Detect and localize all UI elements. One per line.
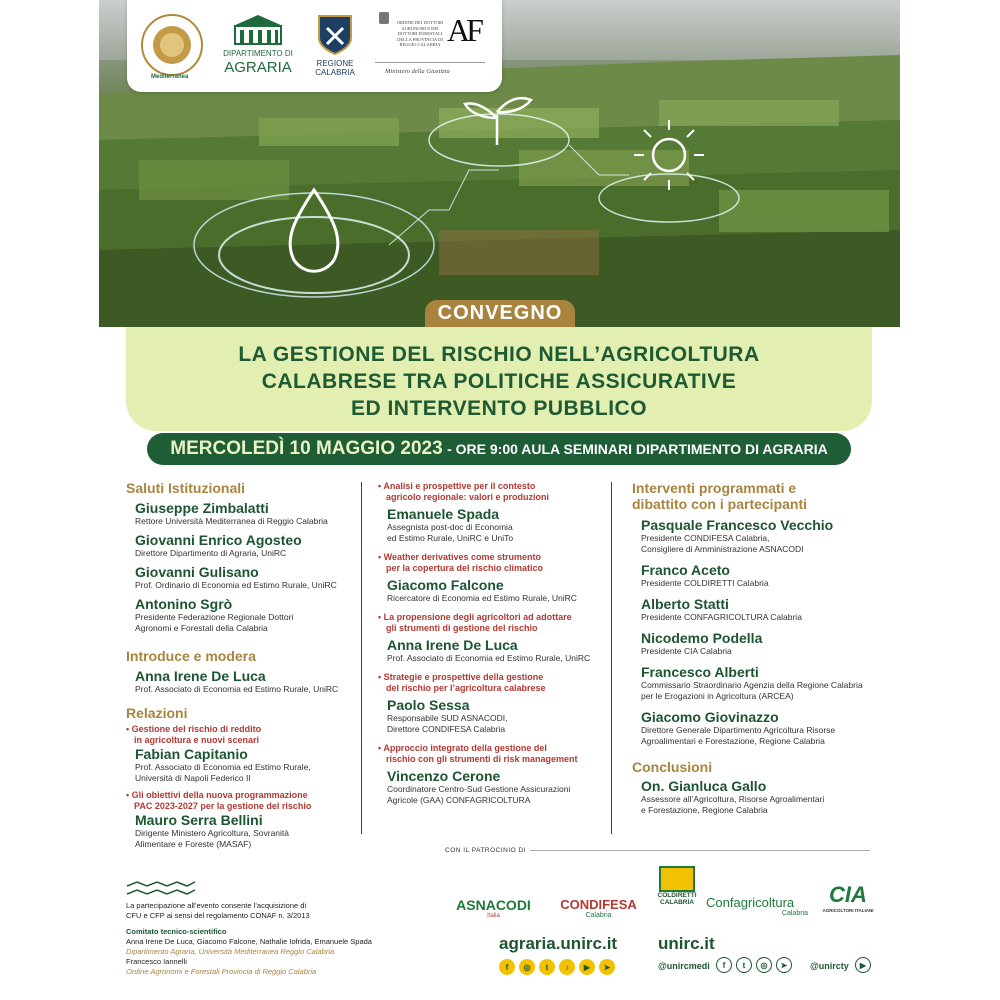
tiktok-icon[interactable]: ♪ — [559, 959, 575, 975]
speaker-role: Direttore CONDIFESA Calabria — [387, 724, 506, 734]
speaker-role: Direttore Generale Dipartimento Agricoltura Risorse — [641, 725, 836, 735]
twitter-icon[interactable]: t — [539, 959, 555, 975]
dept-logo-bottom: AGRARIA — [224, 59, 292, 76]
talk-topic: • Approccio integrato della gestione del — [378, 743, 547, 753]
speaker-role: Rettore Università Mediterranea di Reggio Calabria — [135, 516, 328, 526]
talk-topic: • Gestione del rischio di reddito — [126, 724, 262, 734]
youtube-icon[interactable]: ▶ — [855, 957, 871, 973]
url-unirc[interactable]: unirc.it — [658, 934, 715, 953]
date-bar — [147, 433, 851, 465]
twitter-icon[interactable]: t — [736, 957, 752, 973]
dept-logo-top: DIPARTIMENTO DI — [223, 49, 293, 58]
sponsor-asnacodi — [446, 897, 541, 919]
speaker-role: Presidente Federazione Regionale Dottori — [135, 612, 294, 622]
speaker-role: Prof. Associato di Economia ed Estimo Rurale, — [135, 762, 311, 772]
speaker-name: Alberto Statti — [641, 596, 729, 612]
speaker-role: Dirigente Ministero Agricoltura, Sovranità — [135, 828, 290, 838]
sponsor-sub: CALABRIA — [660, 899, 694, 906]
speaker-role: e Forestazione, Regione Calabria — [641, 805, 768, 815]
credits-line: La partecipazione all’evento consente l’acquisizione di — [126, 901, 307, 910]
sponsor-name: CONDIFESA — [560, 897, 637, 912]
talk-topic: gli strumenti di gestione del rischio — [386, 623, 538, 633]
sponsor-confagricoltura — [706, 895, 816, 917]
comitato-order: Ordine Agronomi e Forestali Provincia di Reggio Calabria — [126, 967, 317, 976]
order-logo-text: ORDINE DEI DOTTORI AGRONOMI E DEI DOTTORI FORESTALI DELLA PROVINCIA DI REGGIO CALABRIA — [396, 20, 444, 47]
handle-unircty[interactable]: @unircty — [810, 961, 849, 971]
convegno-badge: CONVEGNO — [425, 300, 575, 327]
speaker-name: Mauro Serra Bellini — [135, 812, 263, 828]
sponsor-sub: AGRICOLTORI ITALIANI — [822, 908, 874, 913]
speaker-name: Vincenzo Cerone — [387, 768, 501, 784]
program-column-3 — [632, 480, 882, 816]
sponsor-name: ASNACODI — [456, 897, 531, 913]
talk-topic: • Analisi e prospettive per il contesto — [378, 481, 536, 491]
speaker-role: Coordinatore Centro-Sud Gestione Assicurazioni — [387, 784, 571, 794]
speaker-name: Giacomo Falcone — [387, 577, 504, 593]
speaker-role: Prof. Ordinario di Economia ed Estimo Rurale, UniRC — [135, 580, 337, 590]
logo-divider — [375, 62, 485, 63]
credits-line: CFU e CFP ai sensi del regolamento CONAF n. 3/2013 — [126, 911, 310, 920]
af-logo-mark: AF — [447, 12, 480, 48]
instagram-icon[interactable]: ◎ — [519, 959, 535, 975]
speaker-role: Responsabile SUD ASNACODI, — [387, 713, 508, 723]
patrocinio-line — [530, 850, 870, 851]
speaker-name: Giovanni Gulisano — [135, 564, 259, 580]
program-column-2 — [378, 481, 608, 806]
title-line-1: LA GESTIONE DEL RISCHIO NELL’AGRICOLTURA — [238, 343, 760, 366]
title-line-3: ED INTERVENTO PUBBLICO — [350, 397, 648, 420]
talk-topic: rischio con gli strumenti di risk management — [386, 754, 578, 764]
sponsor-sub: Calabria — [781, 910, 808, 917]
comitato-names: Anna Irene De Luca, Giacomo Falcone, Nathalie Iofrida, Emanuele Spada — [126, 937, 372, 946]
speaker-role: ed Estimo Rurale, UniRC e UniTo — [387, 533, 514, 543]
url-agraria[interactable]: agraria.unirc.it — [499, 934, 618, 953]
speaker-name: Antonino Sgrò — [135, 596, 233, 612]
speaker-name: Fabian Capitanio — [135, 746, 248, 762]
comitato-block — [126, 927, 446, 977]
youtube-icon[interactable]: ▶ — [579, 959, 595, 975]
speaker-name: Nicodemo Podella — [641, 630, 763, 646]
section-saluti-title: Saluti Istituzionali — [126, 480, 246, 496]
speaker-name: Franco Aceto — [641, 562, 730, 578]
ministry-label: Ministero della Giustizia — [385, 68, 450, 75]
sponsor-sub: Italia — [487, 913, 500, 919]
speaker-role: Assegnista post-doc di Economia — [387, 522, 513, 532]
speaker-role: Alimentare e Foreste (MASAF) — [135, 839, 252, 849]
instagram-icon[interactable]: ◎ — [756, 957, 772, 973]
agraria-building-icon — [223, 12, 293, 51]
speaker-name: Giacomo Giovinazzo — [641, 709, 779, 725]
talk-topic: • Weather derivatives come strumento — [378, 552, 542, 562]
social-icons-agraria — [499, 959, 615, 975]
university-name — [133, 2, 139, 8]
speaker-role: Consigliere di Amministrazione ASNACODI — [641, 544, 804, 554]
telegram-icon[interactable]: ➤ — [776, 957, 792, 973]
university-seal — [141, 14, 203, 76]
event-date: MERCOLEDÌ 10 MAGGIO 2023 — [170, 438, 443, 459]
speaker-role: Direttore Dipartimento di Agraria, UniRC — [135, 548, 287, 558]
section-conclusioni-title: Conclusioni — [632, 759, 713, 775]
section-relazioni-title: Relazioni — [126, 705, 188, 721]
coldiretti-logo-icon — [659, 866, 695, 892]
sponsor-condifesa — [551, 897, 646, 919]
speaker-role: Commissario Straordinario Agenzia della Regione Calabria — [641, 680, 863, 690]
comitato-title: Comitato tecnico-scientifico — [126, 927, 227, 936]
speaker-name: Anna Irene De Luca — [387, 637, 518, 653]
sponsor-name: COLDIRETTI — [657, 892, 697, 899]
italy-emblem-icon — [379, 12, 389, 24]
speaker-role: Assessore all’Agricoltura, Risorse Agroalimentari — [641, 794, 825, 804]
speaker-role: Presidente CIA Calabria — [641, 646, 732, 656]
speaker-name: On. Gianluca Gallo — [641, 778, 767, 794]
program-column-1 — [126, 480, 356, 850]
logo-card — [127, 0, 502, 92]
title-box — [126, 327, 872, 431]
speaker-role: Prof. Associato di Economia ed Estimo Rurale, UniRC — [387, 653, 591, 663]
talk-topic: • Gli obiettivi della nuova programmazione — [126, 790, 308, 800]
talk-topic: PAC 2023-2027 per la gestione del rischio — [134, 801, 312, 811]
speaker-name: Giovanni Enrico Agosteo — [135, 532, 302, 548]
speaker-role: Ricercatore di Economia ed Estimo Rurale, UniRC — [387, 593, 577, 603]
region-logo-top: REGIONE — [316, 59, 354, 68]
speaker-name: Paolo Sessa — [387, 697, 470, 713]
talk-topic: • Strategie e prospettive della gestione — [378, 672, 544, 682]
credits-note — [126, 901, 386, 921]
handle-unircmedi[interactable]: @unircmedi — [658, 961, 710, 971]
speaker-role: Presidente CONDIFESA Calabria, — [641, 533, 770, 543]
patrocinio-label: CON IL PATROCINIO DI — [445, 847, 527, 854]
speaker-name: Emanuele Spada — [387, 506, 500, 522]
telegram-icon[interactable]: ➤ — [599, 959, 615, 975]
region-shield-icon — [317, 14, 353, 56]
speaker-name: Pasquale Francesco Vecchio — [641, 517, 834, 533]
speaker-role: Agroalimentari e Forestazione, Regione Calabria — [641, 736, 825, 746]
talk-topic: agricolo regionale: valori e produzioni — [386, 492, 550, 502]
sponsor-sub: Calabria — [585, 912, 612, 919]
speaker-name: Giuseppe Zimbalatti — [135, 500, 269, 516]
section-introduce-title: Introduce e modera — [126, 648, 256, 664]
speaker-role: Agricole (GAA) CONFAGRICOLTURA — [387, 795, 531, 805]
comitato-dept: Dipartimento Agraria, Università Mediterranea Reggio Calabria — [126, 947, 335, 956]
speaker-name: Anna Irene De Luca — [135, 668, 266, 684]
speaker-role: per le Erogazioni in Agricoltura (ARCEA) — [641, 691, 794, 701]
sponsor-coldiretti — [657, 866, 697, 920]
title-line-2: CALABRESE TRA POLITICHE ASSICURATIVE — [261, 370, 737, 393]
column-divider — [361, 482, 362, 834]
region-logo-bottom: CALABRIA — [315, 68, 355, 77]
facebook-icon[interactable]: f — [716, 957, 732, 973]
comitato-name2: Francesco Iannelli — [126, 957, 187, 966]
social-icons-unirc — [716, 957, 792, 973]
speaker-role: Agronomi e Forestali della Calabria — [135, 623, 268, 633]
talk-topic: del rischio per l’agricoltura calabrese — [386, 683, 546, 693]
sponsor-cia — [820, 882, 876, 913]
talk-topic: • La propensione degli agricoltori ad adottare — [378, 612, 572, 622]
speaker-role: Presidente COLDIRETTI Calabria — [641, 578, 769, 588]
section-interventi-title: Interventi programmati e — [632, 480, 797, 496]
facebook-icon[interactable]: f — [499, 959, 515, 975]
sponsor-name: CIA — [829, 882, 867, 907]
speaker-role: Prof. Associato di Economia ed Estimo Rurale, UniRC — [135, 684, 339, 694]
event-details: - ORE 9:00 AULA SEMINARI DIPARTIMENTO DI AGRARIA — [447, 441, 828, 457]
wave-decoration — [125, 880, 197, 898]
speaker-role: Presidente CONFAGRICOLTURA Calabria — [641, 612, 802, 622]
section-interventi-title: dibattito con i partecipanti — [632, 496, 808, 512]
talk-topic: per la copertura del rischio climatico — [386, 563, 544, 573]
speaker-name: Francesco Alberti — [641, 664, 759, 680]
speaker-role: Università di Napoli Federico II — [135, 773, 251, 783]
talk-topic: in agricoltura e nuovi scenari — [134, 735, 260, 745]
university-sub: Mediterranea — [151, 74, 189, 80]
sponsor-name: Confagricoltura — [706, 895, 795, 910]
column-divider — [611, 482, 612, 834]
